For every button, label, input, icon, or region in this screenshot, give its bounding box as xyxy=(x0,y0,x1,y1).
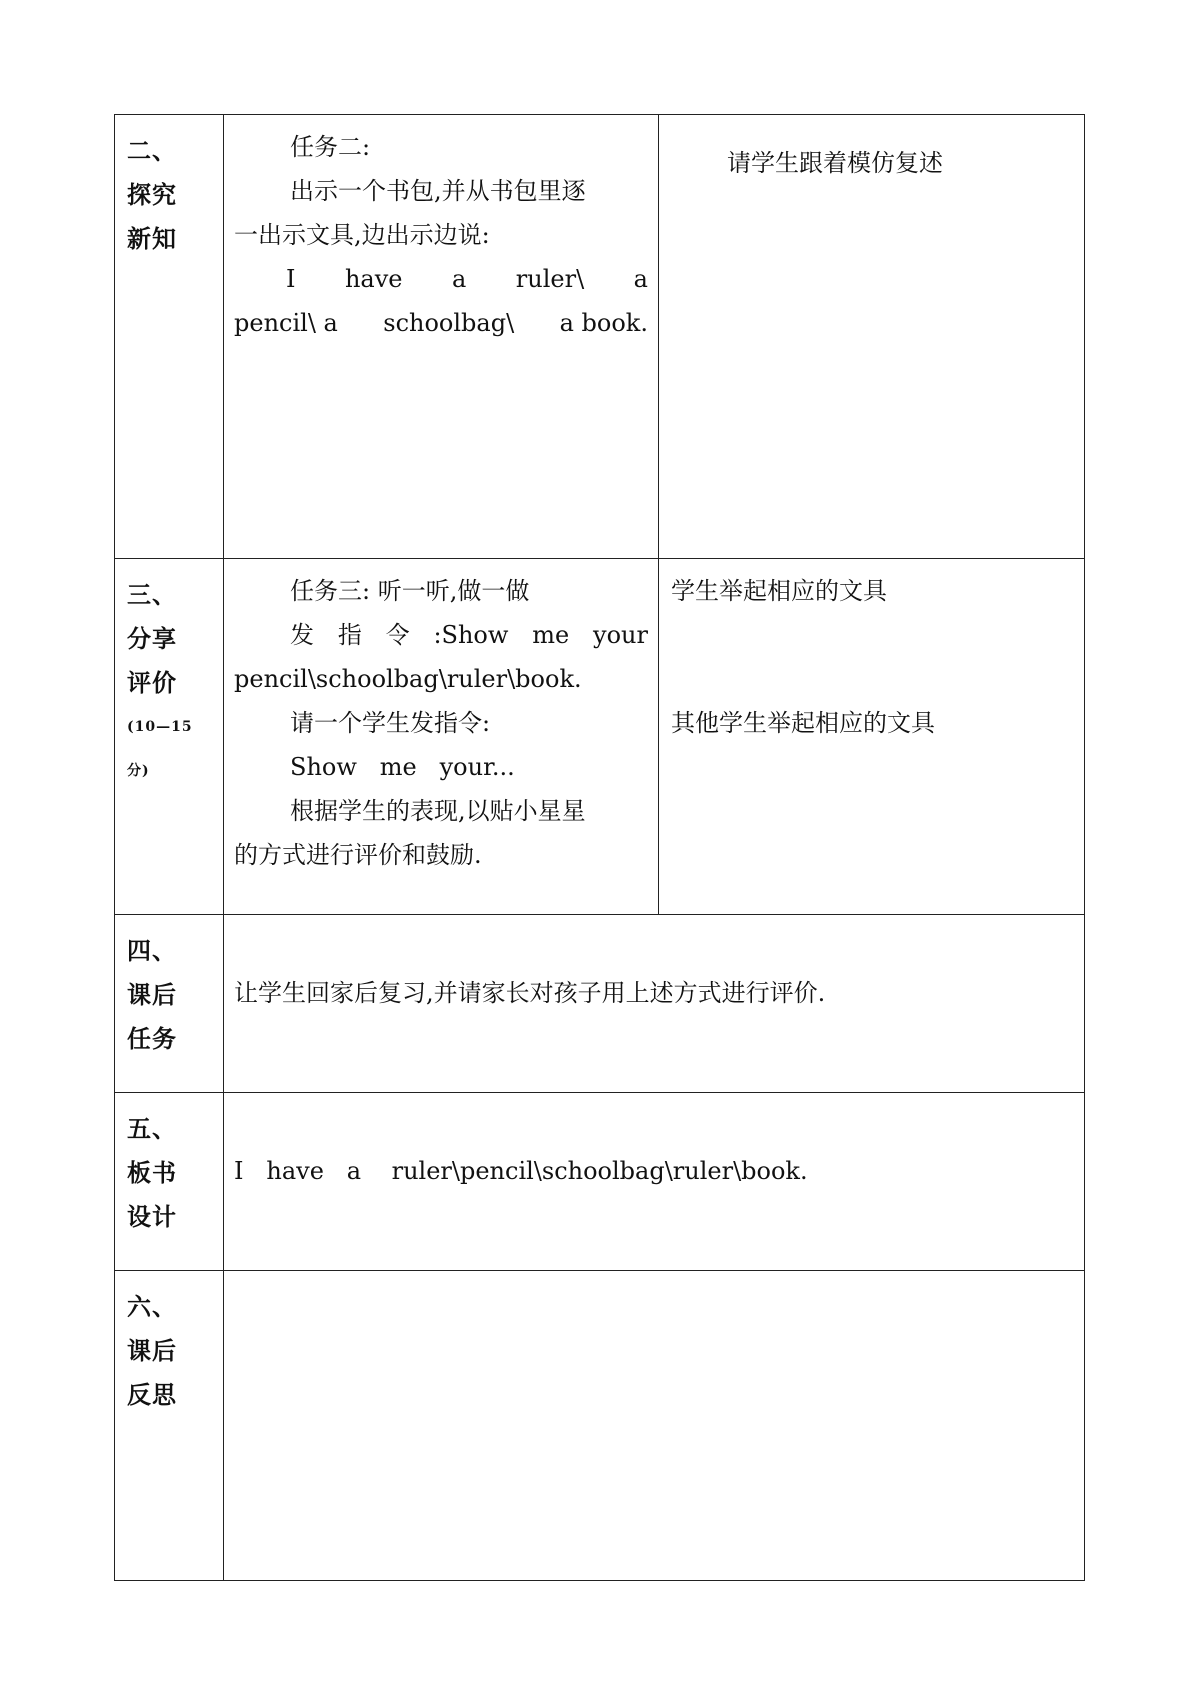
heading-line: 六、 xyxy=(127,1292,177,1321)
student-activity-text: 请学生跟着模仿复述 xyxy=(727,149,943,177)
heading-line: 三、 xyxy=(127,580,177,609)
activity-text: 出示一个书包,并从书包里逐 xyxy=(290,177,586,205)
activity-text: pencil\schoolbag\ruler\book. xyxy=(234,665,582,693)
word: your xyxy=(593,621,648,649)
sentence-line xyxy=(234,301,648,345)
word: a book. xyxy=(559,309,648,337)
activity-text: 一出示文具,边出示边说: xyxy=(234,221,490,249)
time-note: 分) xyxy=(127,763,150,779)
word: a xyxy=(451,265,467,293)
activity-text: 的方式进行评价和鼓励. xyxy=(234,841,482,869)
word: pencil\ a xyxy=(234,309,338,337)
table-row-explore xyxy=(115,115,1085,559)
activity-text: 请一个学生发指令: xyxy=(290,709,491,737)
heading-line: 评价 xyxy=(127,668,177,697)
reflection-cell xyxy=(224,1271,1085,1581)
heading-line: 四、 xyxy=(127,936,177,965)
word: a xyxy=(633,265,648,293)
heading-line: 新知 xyxy=(127,224,177,253)
lesson-plan-table xyxy=(114,114,1085,1581)
student-activity-text: 学生举起相应的文具 xyxy=(671,577,887,605)
word: me xyxy=(532,621,570,649)
board-design-cell xyxy=(224,1093,1085,1271)
heading-line: 五、 xyxy=(127,1114,177,1143)
word: ruler\ xyxy=(515,265,585,293)
time-note: (10—15 xyxy=(127,719,193,735)
heading-line: 二、 xyxy=(127,136,177,165)
sentence-line xyxy=(234,257,648,301)
word: 指 xyxy=(337,621,362,649)
heading-line: 反思 xyxy=(127,1380,177,1409)
heading-line: 板书 xyxy=(127,1158,177,1187)
heading-line: 课后 xyxy=(127,980,177,1009)
row-heading-board xyxy=(115,1093,224,1271)
homework-cell xyxy=(224,915,1085,1093)
student-activity-cell xyxy=(659,559,1085,915)
table-row-homework xyxy=(115,915,1085,1093)
teacher-activity-cell xyxy=(224,559,659,915)
word: I xyxy=(286,265,296,293)
command-line xyxy=(234,613,648,657)
row-heading-reflection xyxy=(115,1271,224,1581)
heading-line: 设计 xyxy=(127,1202,177,1231)
spacer xyxy=(671,613,1072,701)
word: :Show xyxy=(433,621,509,649)
task-title: 任务二: xyxy=(290,133,371,161)
word: 发 xyxy=(290,621,314,649)
task-title: 任务三: 听一听,做一做 xyxy=(290,577,530,605)
word: 令 xyxy=(385,621,410,649)
homework-text: 让学生回家后复习,并请家长对孩子用上述方式进行评价. xyxy=(234,979,826,1007)
row-heading-share xyxy=(115,559,224,915)
row-heading-homework xyxy=(115,915,224,1093)
heading-line: 探究 xyxy=(127,180,177,209)
table-row-reflection xyxy=(115,1271,1085,1581)
table-row-share xyxy=(115,559,1085,915)
activity-text: Show me your... xyxy=(290,753,515,781)
table-row-board xyxy=(115,1093,1085,1271)
student-activity-cell xyxy=(659,115,1085,559)
heading-line: 分享 xyxy=(127,624,177,653)
student-activity-text: 其他学生举起相应的文具 xyxy=(671,709,935,737)
word: schoolbag\ xyxy=(383,309,515,337)
heading-line: 任务 xyxy=(127,1024,177,1053)
row-heading-explore xyxy=(115,115,224,559)
heading-line: 课后 xyxy=(127,1336,177,1365)
teacher-activity-cell xyxy=(224,115,659,559)
board-design-text: I have a ruler\pencil\schoolbag\ruler\book. xyxy=(234,1157,808,1185)
activity-text: 根据学生的表现,以贴小星星 xyxy=(290,797,586,825)
word: have xyxy=(344,265,403,293)
